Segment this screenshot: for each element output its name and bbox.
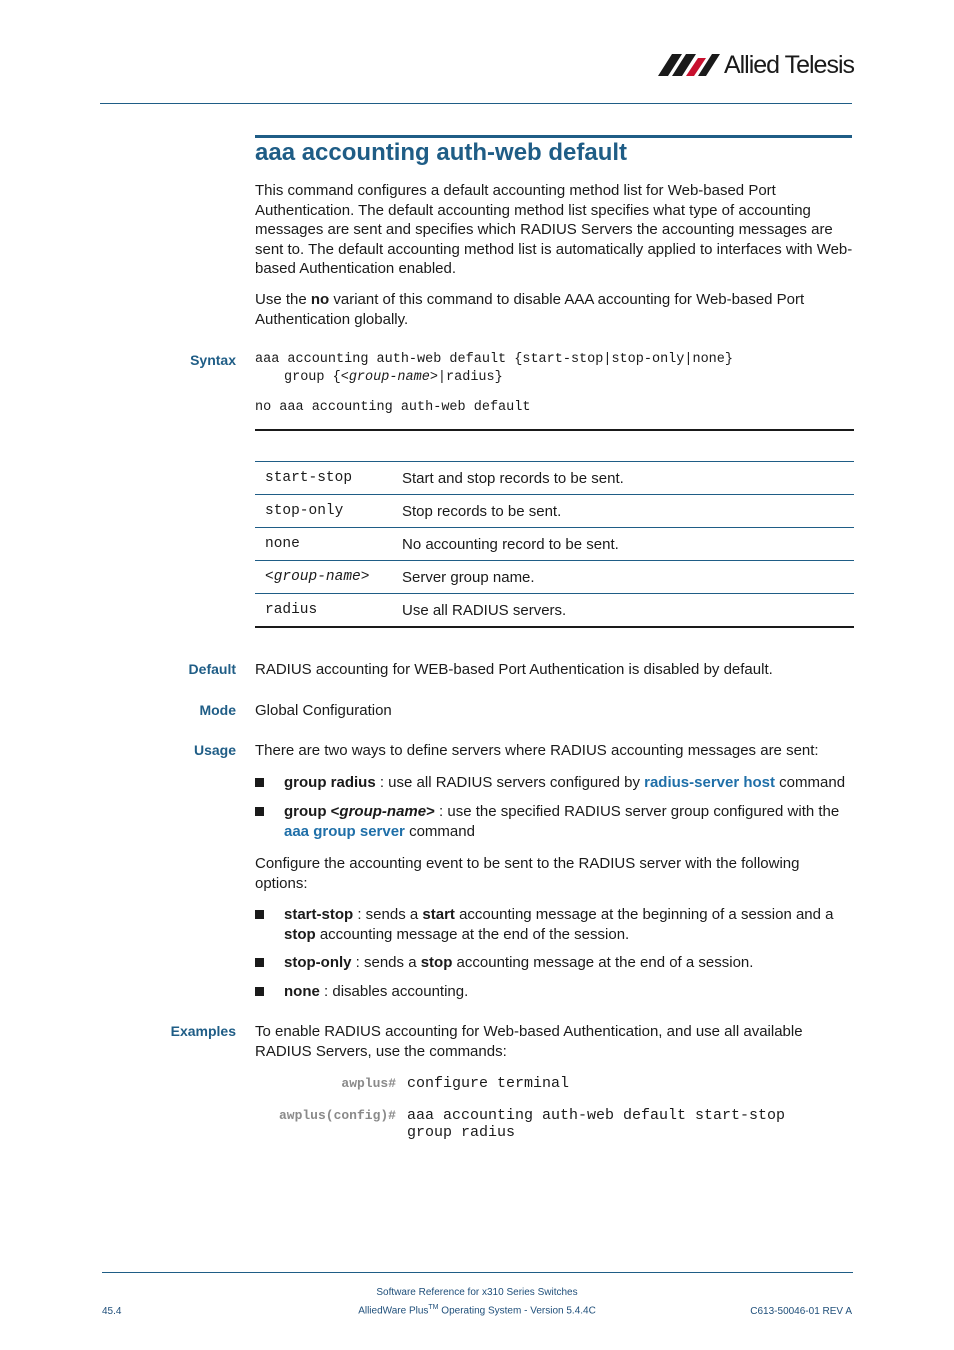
document-id: C613-50046-01 REV A: [750, 1306, 852, 1317]
default-label: Default: [188, 661, 236, 677]
cli-prompt: awplus#: [341, 1076, 396, 1091]
logo-mark-icon: [658, 54, 720, 76]
footer-rule: [102, 1272, 853, 1273]
page-title: aaa accounting auth-web default: [255, 139, 628, 166]
footer-title: Software Reference for x310 Series Switches: [376, 1287, 578, 1298]
param-desc: Stop records to be sent.: [402, 495, 854, 528]
examples-label: Examples: [170, 1023, 236, 1039]
header-rule: [100, 103, 852, 104]
examples-intro: To enable RADIUS accounting for Web-based Authentication, and use all available RADIUS Servers, use the commands:: [255, 1023, 803, 1060]
param-key: stop-only: [255, 495, 402, 528]
default-text: RADIUS accounting for WEB-based Port Authentication is disabled by default.: [255, 661, 773, 678]
cli-command: configure terminal: [407, 1075, 570, 1092]
syntax-line-1: aaa accounting auth-web default {start-stop|stop-only|none}: [255, 352, 733, 367]
bullet-square-icon: [255, 910, 264, 919]
table-row: [255, 561, 854, 594]
param-desc: No accounting record to be sent.: [402, 528, 854, 561]
list-item: group radius : use all RADIUS servers configured by radius-server host command: [255, 773, 853, 793]
bullet-square-icon: [255, 987, 264, 996]
parameter-table: [255, 461, 854, 628]
usage-intro: There are two ways to define servers where RADIUS accounting messages are sent:: [255, 742, 819, 759]
table-row: [255, 495, 854, 528]
table-row: [255, 594, 854, 628]
list-item: group <group-name> : use the specified RADIUS server group configured with the aaa group server command: [255, 802, 853, 841]
cli-prompt-config: awplus(config)#: [278, 1108, 396, 1123]
events-intro: Configure the accounting event to be sent to the RADIUS server with the following options:: [255, 855, 800, 892]
radius-server-host-link[interactable]: radius-server host: [644, 774, 776, 791]
mode-text: Global Configuration: [255, 702, 392, 719]
param-key: radius: [255, 594, 402, 628]
bullet-square-icon: [255, 778, 264, 787]
cli-command-line-2: group radius: [407, 1124, 516, 1141]
list-item: stop-only : sends a stop accounting message at the end of a session.: [255, 953, 853, 973]
page-number: 45.4: [102, 1306, 122, 1317]
syntax-line-2: group {<group-name>|radius}: [284, 370, 503, 385]
bullet-square-icon: [255, 807, 264, 816]
intro-paragraph: This command configures a default accounting method list for Web-based Port Authentication. The default accounting method list specifies what type of accounting messages are sent and specifies which RADIUS Servers the accounting messages are sent to. The default accounting method list is automatically applied to interfaces with Web-based Authentication enabled.: [255, 182, 853, 277]
syntax-label: Syntax: [190, 352, 236, 368]
param-desc: Use all RADIUS servers.: [402, 594, 854, 628]
table-row: [255, 528, 854, 561]
allied-telesis-logo: [658, 48, 854, 82]
mode-label: Mode: [199, 702, 236, 718]
title-rule: [255, 135, 852, 138]
param-key-group-name: <group-name>: [255, 561, 402, 594]
aaa-group-server-link[interactable]: aaa group server: [284, 822, 405, 840]
table-top-rule: [255, 429, 854, 431]
footer-version: AlliedWare Plus™ Operating System - Version 5.4.4C: [358, 1304, 596, 1317]
logo-text: Allied Telesis: [723, 50, 854, 79]
bullet-square-icon: [255, 958, 264, 967]
param-desc: Server group name.: [402, 561, 854, 594]
list-item: none : disables accounting.: [255, 982, 853, 1002]
param-desc: Start and stop records to be sent.: [402, 462, 854, 495]
table-row: [255, 462, 854, 495]
list-item: start-stop : sends a start accounting message at the beginning of a session and a stop accounting message at the end of the session.: [255, 905, 853, 944]
param-key: start-stop: [255, 462, 402, 495]
no-variant-paragraph: Use the no variant of this command to disable AAA accounting for Web-based Port Authentication globally.: [255, 291, 805, 328]
syntax-line-no: no aaa accounting auth-web default: [255, 400, 531, 415]
usage-label: Usage: [193, 742, 236, 758]
cli-command-line-1: aaa accounting auth-web default start-stop: [407, 1107, 786, 1124]
param-key: none: [255, 528, 402, 561]
